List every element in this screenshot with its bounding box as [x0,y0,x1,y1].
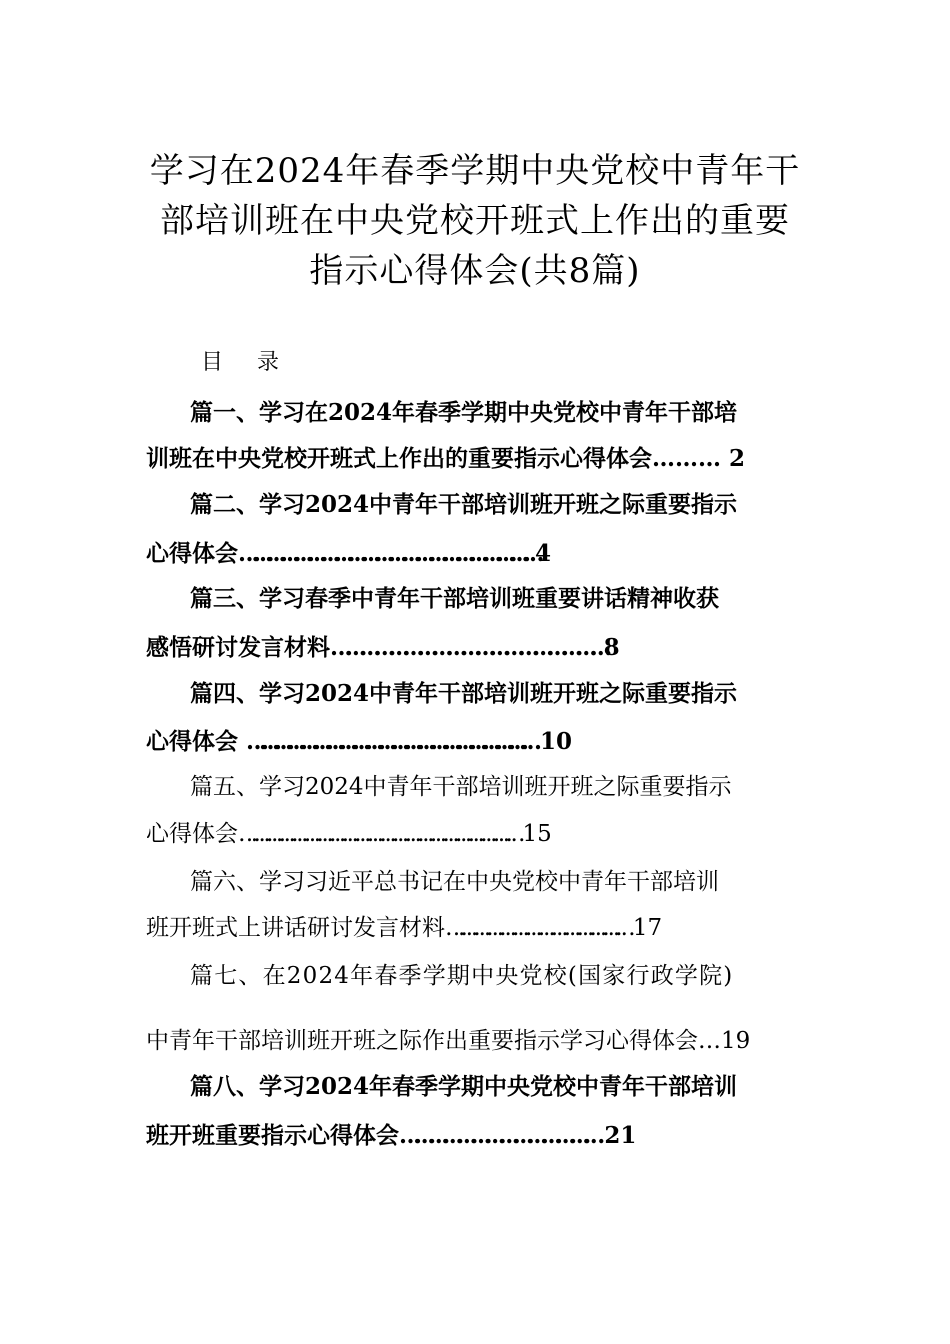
document-title [0,146,950,296]
toc-entry-5-leader: ………………………………………………………… [238,821,516,847]
toc-entry-7-page: 19 [721,1028,751,1054]
toc-heading-char-1: 目 [201,350,224,375]
toc-heading [201,348,279,378]
toc-entry-3-page: 8 [603,634,620,661]
toc-entry-5-line-1[interactable]: 篇五、学习2024中青年干部培训班开班之际重要指示 [190,774,732,800]
toc-entry-2-text: 心得体会 [146,540,238,567]
toc-entry-1-text: 训班在中央党校开班式上作出的重要指示心得体会 [146,445,652,472]
toc-entry-7-leader: … [698,1028,721,1054]
toc-entry-1-line-2[interactable] [146,443,745,475]
toc-entry-5-page: 15 [522,821,552,847]
title-line-3: 指示心得体会(共8篇) [309,251,641,291]
toc-entry-5-text: 心得体会 [146,821,238,847]
toc-entry-3-line-2[interactable] [146,632,620,664]
toc-entry-8-line-1[interactable]: 篇八、学习2024年春季学期中央党校中青年干部培训 [190,1073,738,1100]
toc-heading-char-2: 录 [257,350,280,375]
toc-entry-2-line-2[interactable] [146,538,551,570]
toc-entry-3-leader: ………………………………………………… [330,634,604,661]
toc-entry-6-text: 班开班式上讲话研讨发言材料 [146,915,445,941]
toc-entry-1-leader: ……… [652,445,721,472]
toc-entry-3-line-1[interactable]: 篇三、学习春季中青年干部培训班重要讲话精神收获 [190,585,719,612]
toc-entry-6-line-2[interactable] [146,912,662,944]
toc-entry-7-line-1[interactable]: 篇七、在2024年春季学期中央党校(国家行政学院) [190,963,734,989]
toc-entry-1-page: 2 [729,445,746,472]
toc-entry-2-line-1[interactable]: 篇二、学习2024中青年干部培训班开班之际重要指示 [190,491,738,518]
toc-entry-6-line-1[interactable]: 篇六、学习习近平总书记在中央党校中青年干部培训 [190,869,719,895]
toc-entry-8-text: 班开班重要指示心得体会 [146,1122,399,1149]
toc-entry-4-text: 心得体会 [146,728,247,755]
toc-entry-2-page: 4 [535,540,552,567]
toc-entry-8-line-2[interactable] [146,1120,636,1152]
toc-entry-7-text: 中青年干部培训班开班之际作出重要指示学习心得体会 [146,1028,698,1054]
toc-entry-8-page: 21 [604,1122,637,1149]
toc-entry-4-page: 10 [540,728,573,755]
toc-entry-6-page: 17 [632,915,663,941]
toc-entry-2-leader: ………………………………………………………… [238,540,535,567]
toc-entry-4-line-2[interactable] [146,726,572,758]
toc-entry-5-line-2[interactable] [146,818,552,850]
title-line-1: 学习在2024年春季学期中央党校中青年干 [149,151,801,191]
toc-entry-7-line-2[interactable] [146,1025,750,1057]
title-line-2: 部培训班在中央党校开班式上作出的重要 [160,201,790,241]
toc-entry-6-leader: …………………………………… [445,915,626,941]
toc-entry-4-line-1[interactable]: 篇四、学习2024中青年干部培训班开班之际重要指示 [190,680,738,707]
toc-entry-1-line-1[interactable]: 篇一、学习在2024年春季学期中央党校中青年干部培 [190,399,738,426]
toc-entry-4-leader: ………………………………………………………… [246,728,533,755]
toc-entry-3-text: 感悟研讨发言材料 [146,634,330,661]
toc-entry-8-leader: …………………………………… [399,1122,597,1149]
